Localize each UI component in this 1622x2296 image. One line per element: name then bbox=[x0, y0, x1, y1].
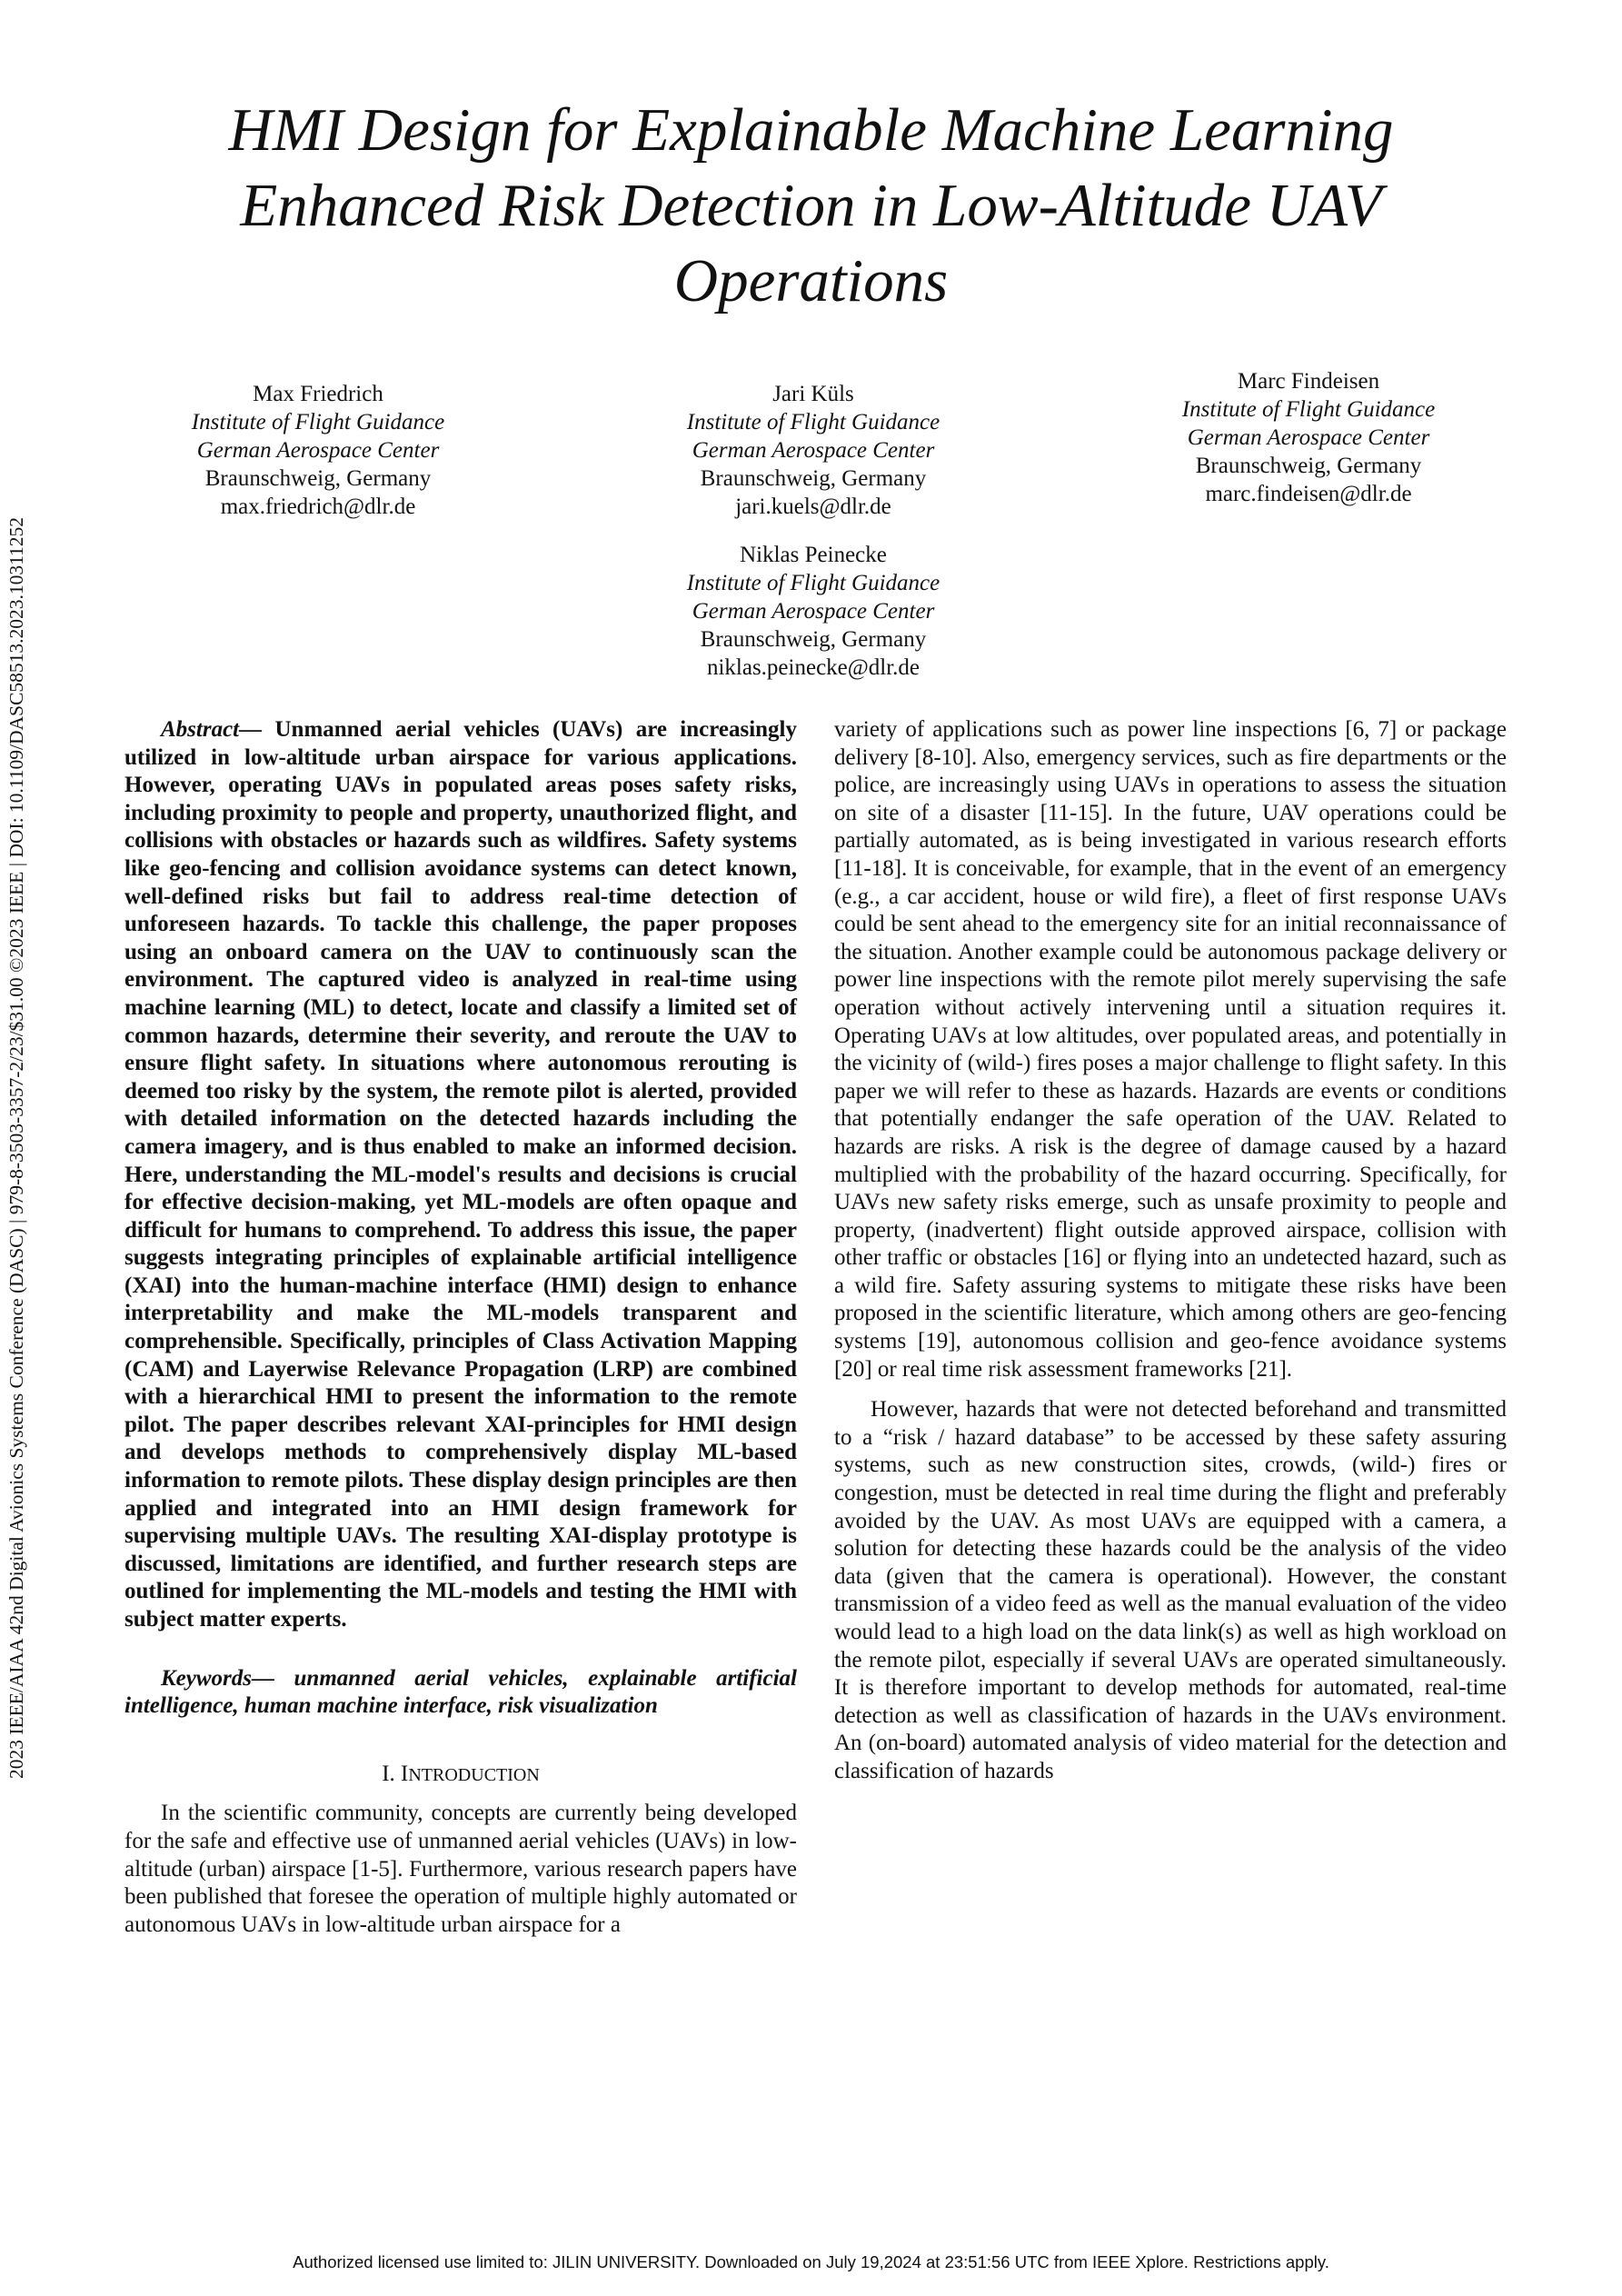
author-org: German Aerospace Center bbox=[196, 438, 440, 463]
section-initial: I bbox=[401, 1761, 409, 1786]
section-number: I. bbox=[382, 1761, 395, 1786]
author-org: German Aerospace Center bbox=[692, 438, 935, 463]
author-name: Marc Findeisen bbox=[1237, 369, 1380, 394]
keywords-text: unmanned aerial vehicles, explainable artificial intelligence, human machine interface, risk visualization bbox=[124, 1665, 797, 1719]
author-institute: Institute of Flight Guidance bbox=[686, 571, 940, 595]
left-column bbox=[124, 716, 797, 1939]
author-name: Max Friedrich bbox=[253, 382, 383, 406]
author-email[interactable]: max.friedrich@dlr.de bbox=[220, 494, 416, 519]
title-line: Enhanced Risk Detection in Low-Altitude UAV bbox=[240, 172, 1382, 239]
author-block-findeisen bbox=[1118, 367, 1499, 508]
author-name: Niklas Peinecke bbox=[740, 543, 887, 567]
author-institute: Institute of Flight Guidance bbox=[686, 410, 940, 434]
author-org: German Aerospace Center bbox=[1187, 425, 1430, 450]
author-city: Braunschweig, Germany bbox=[204, 466, 432, 491]
author-email[interactable]: marc.findeisen@dlr.de bbox=[1205, 482, 1412, 506]
section-title-rest: NTRODUCTION bbox=[408, 1764, 540, 1785]
author-city: Braunschweig, Germany bbox=[1195, 454, 1422, 478]
author-block-kuels bbox=[622, 380, 1004, 521]
author-block-peinecke bbox=[622, 541, 1004, 682]
author-email[interactable]: niklas.peinecke@dlr.de bbox=[706, 655, 920, 680]
body-paragraph: variety of applications such as power line inspections [6, 7] or package delivery [8-10]. Also, emergency services, such as fire departments or the police, are increasingly using UAVs in operations to assess the situation on site of a disaster [11-15]. In the future, UAV operations could be partially automated, as is being investigated in various research efforts [11-18]. It is conceivable, for example, that in the event of an emergency (e.g., a car accident, house or wild fire), a fleet of first response UAVs could be sent ahead to the emergency site for an initial reconnaissance of the situation. Another example could be autonomous package delivery or power line inspections with the remote pilot merely supervising the safe operation without actively intervening until a situation requires it. Operating UAVs at low altitudes, over populated areas, and potentially in the vicinity of (wild-) fires poses a major challenge to flight safety. In this paper we will refer to these as hazards. Hazards are events or conditions that potentially endanger the safe operation of the UAV. Related to hazards are risks. A risk is the degree of damage caused by a hazard multiplied with the probability of the hazard occurring. Specifically, for UAVs new safety risks emerge, such as unsafe proximity to people and property, (inadvertent) flight outside approved airspace, collision with other traffic or obstacles [16] or flying into an undetected hazard, such as a wild fire. Safety assuring systems to mitigate these risks have been proposed in the scientific literature, which among others are geo-fencing systems [19], autonomous collision and geo-fence avoidance systems [20] or real time risk assessment frameworks [21]. bbox=[834, 717, 1507, 1382]
author-city: Braunschweig, Germany bbox=[700, 627, 927, 652]
doi-side-note: 2023 IEEE/AIAA 42nd Digital Avionics Systems Conference (DASC) | 979-8-3503-3357-2/23/$31.00 ©2023 IEEE | DOI: 10.1109/DASC58513.2023.10311252 bbox=[5, 516, 27, 1780]
author-institute: Institute of Flight Guidance bbox=[191, 410, 445, 434]
right-column bbox=[834, 716, 1507, 1786]
paper-title bbox=[136, 93, 1486, 319]
section-heading-introduction bbox=[124, 1761, 797, 1790]
title-line: Operations bbox=[673, 247, 949, 314]
author-org: German Aerospace Center bbox=[692, 599, 935, 624]
author-block-friedrich bbox=[127, 380, 509, 521]
author-name: Jari Küls bbox=[772, 382, 854, 406]
abstract-text: Unmanned aerial vehicles (UAVs) are increasingly utilized in low-altitude urban airspace for various applications. However, operating UAVs in populated areas poses safety risks, including proximity to people and property, unauthorized flight, and collisions with obstacles or hazards such as wildfires. Safety systems like geo-fencing and collision avoidance systems can detect known, well-defined risks but fail to address real-time detection of unforeseen hazards. To tackle this challenge, the paper proposes using an onboard camera on the UAV to continuously scan the environment. The captured video is analyzed in real-time using machine learning (ML) to detect, locate and classify a limited set of common hazards, determine their severity, and reroute the UAV to ensure flight safety. In situations where autonomous rerouting is deemed too risky by the system, the remote pilot is alerted, provided with detailed information on the detected hazards including the camera imagery, and is thus enabled to make an informed decision. Here, understanding the ML-model's results and decisions is crucial for effective decision-making, yet ML-models are often opaque and difficult for humans to comprehend. To address this issue, the paper suggests integrating principles of explainable artificial intelligence (XAI) into the human-machine interface (HMI) design to enhance interpretability and make the ML-models transparent and comprehensible. Specifically, principles of Class Activation Mapping (CAM) and Layerwise Relevance Propagation (LRP) are combined with a hierarchical HMI to present the information to the remote pilot. The paper describes relevant XAI-principles for HMI design and develops methods to comprehensively display ML-based information to remote pilots. These display design principles are then applied and integrated into an HMI design framework for supervising multiple UAVs. The resulting XAI-display prototype is discussed, limitations are identified, and further research steps are outlined for implementing the ML-models and testing the HMI with subject matter experts. bbox=[124, 717, 798, 1632]
author-institute: Institute of Flight Guidance bbox=[1181, 397, 1436, 422]
license-footer: Authorized licensed use limited to: JILIN UNIVERSITY. Downloaded on July 19,2024 at 23:51:56 UTC from IEEE Xplore. Restrictions apply. bbox=[293, 2252, 1329, 2271]
keywords bbox=[124, 1665, 797, 1721]
title-line: HMI Design for Explainable Machine Learning bbox=[228, 96, 1394, 164]
keywords-label: Keywords— bbox=[161, 1665, 274, 1691]
body-paragraph: However, hazards that were not detected beforehand and transmitted to a “risk / hazard database” to be accessed by these safety assuring systems, such as new construction sites, crowds, (wild-) fires or congestion, must be detected in real time during the flight and preferably avoided by the UAV. As most UAVs are equipped with a camera, a solution for detecting these hazards could be the analysis of the video data (given that the camera is operational). However, the constant transmission of a video feed as well as the manual evaluation of the video would lead to a high load on the data link(s) as well as high workload on the remote pilot, especially if several UAVs are operated simultaneously. It is therefore important to develop methods for automated, real-time detection as well as classification of hazards in the UAVs environment. An (on-board) automated analysis of video material for the detection and classification of hazards bbox=[834, 1397, 1507, 1783]
intro-paragraph: In the scientific community, concepts are currently being developed for the safe and effective use of unmanned aerial vehicles (UAVs) in low-altitude (urban) airspace [1-5]. Furthermore, various research papers have been published that foresee the operation of multiple highly automated or autonomous UAVs in low-altitude urban airspace for a bbox=[124, 1801, 797, 1937]
author-email[interactable]: jari.kuels@dlr.de bbox=[735, 494, 891, 519]
abstract-label: Abstract— bbox=[161, 717, 263, 742]
author-city: Braunschweig, Germany bbox=[700, 466, 927, 491]
abstract bbox=[124, 716, 797, 1634]
